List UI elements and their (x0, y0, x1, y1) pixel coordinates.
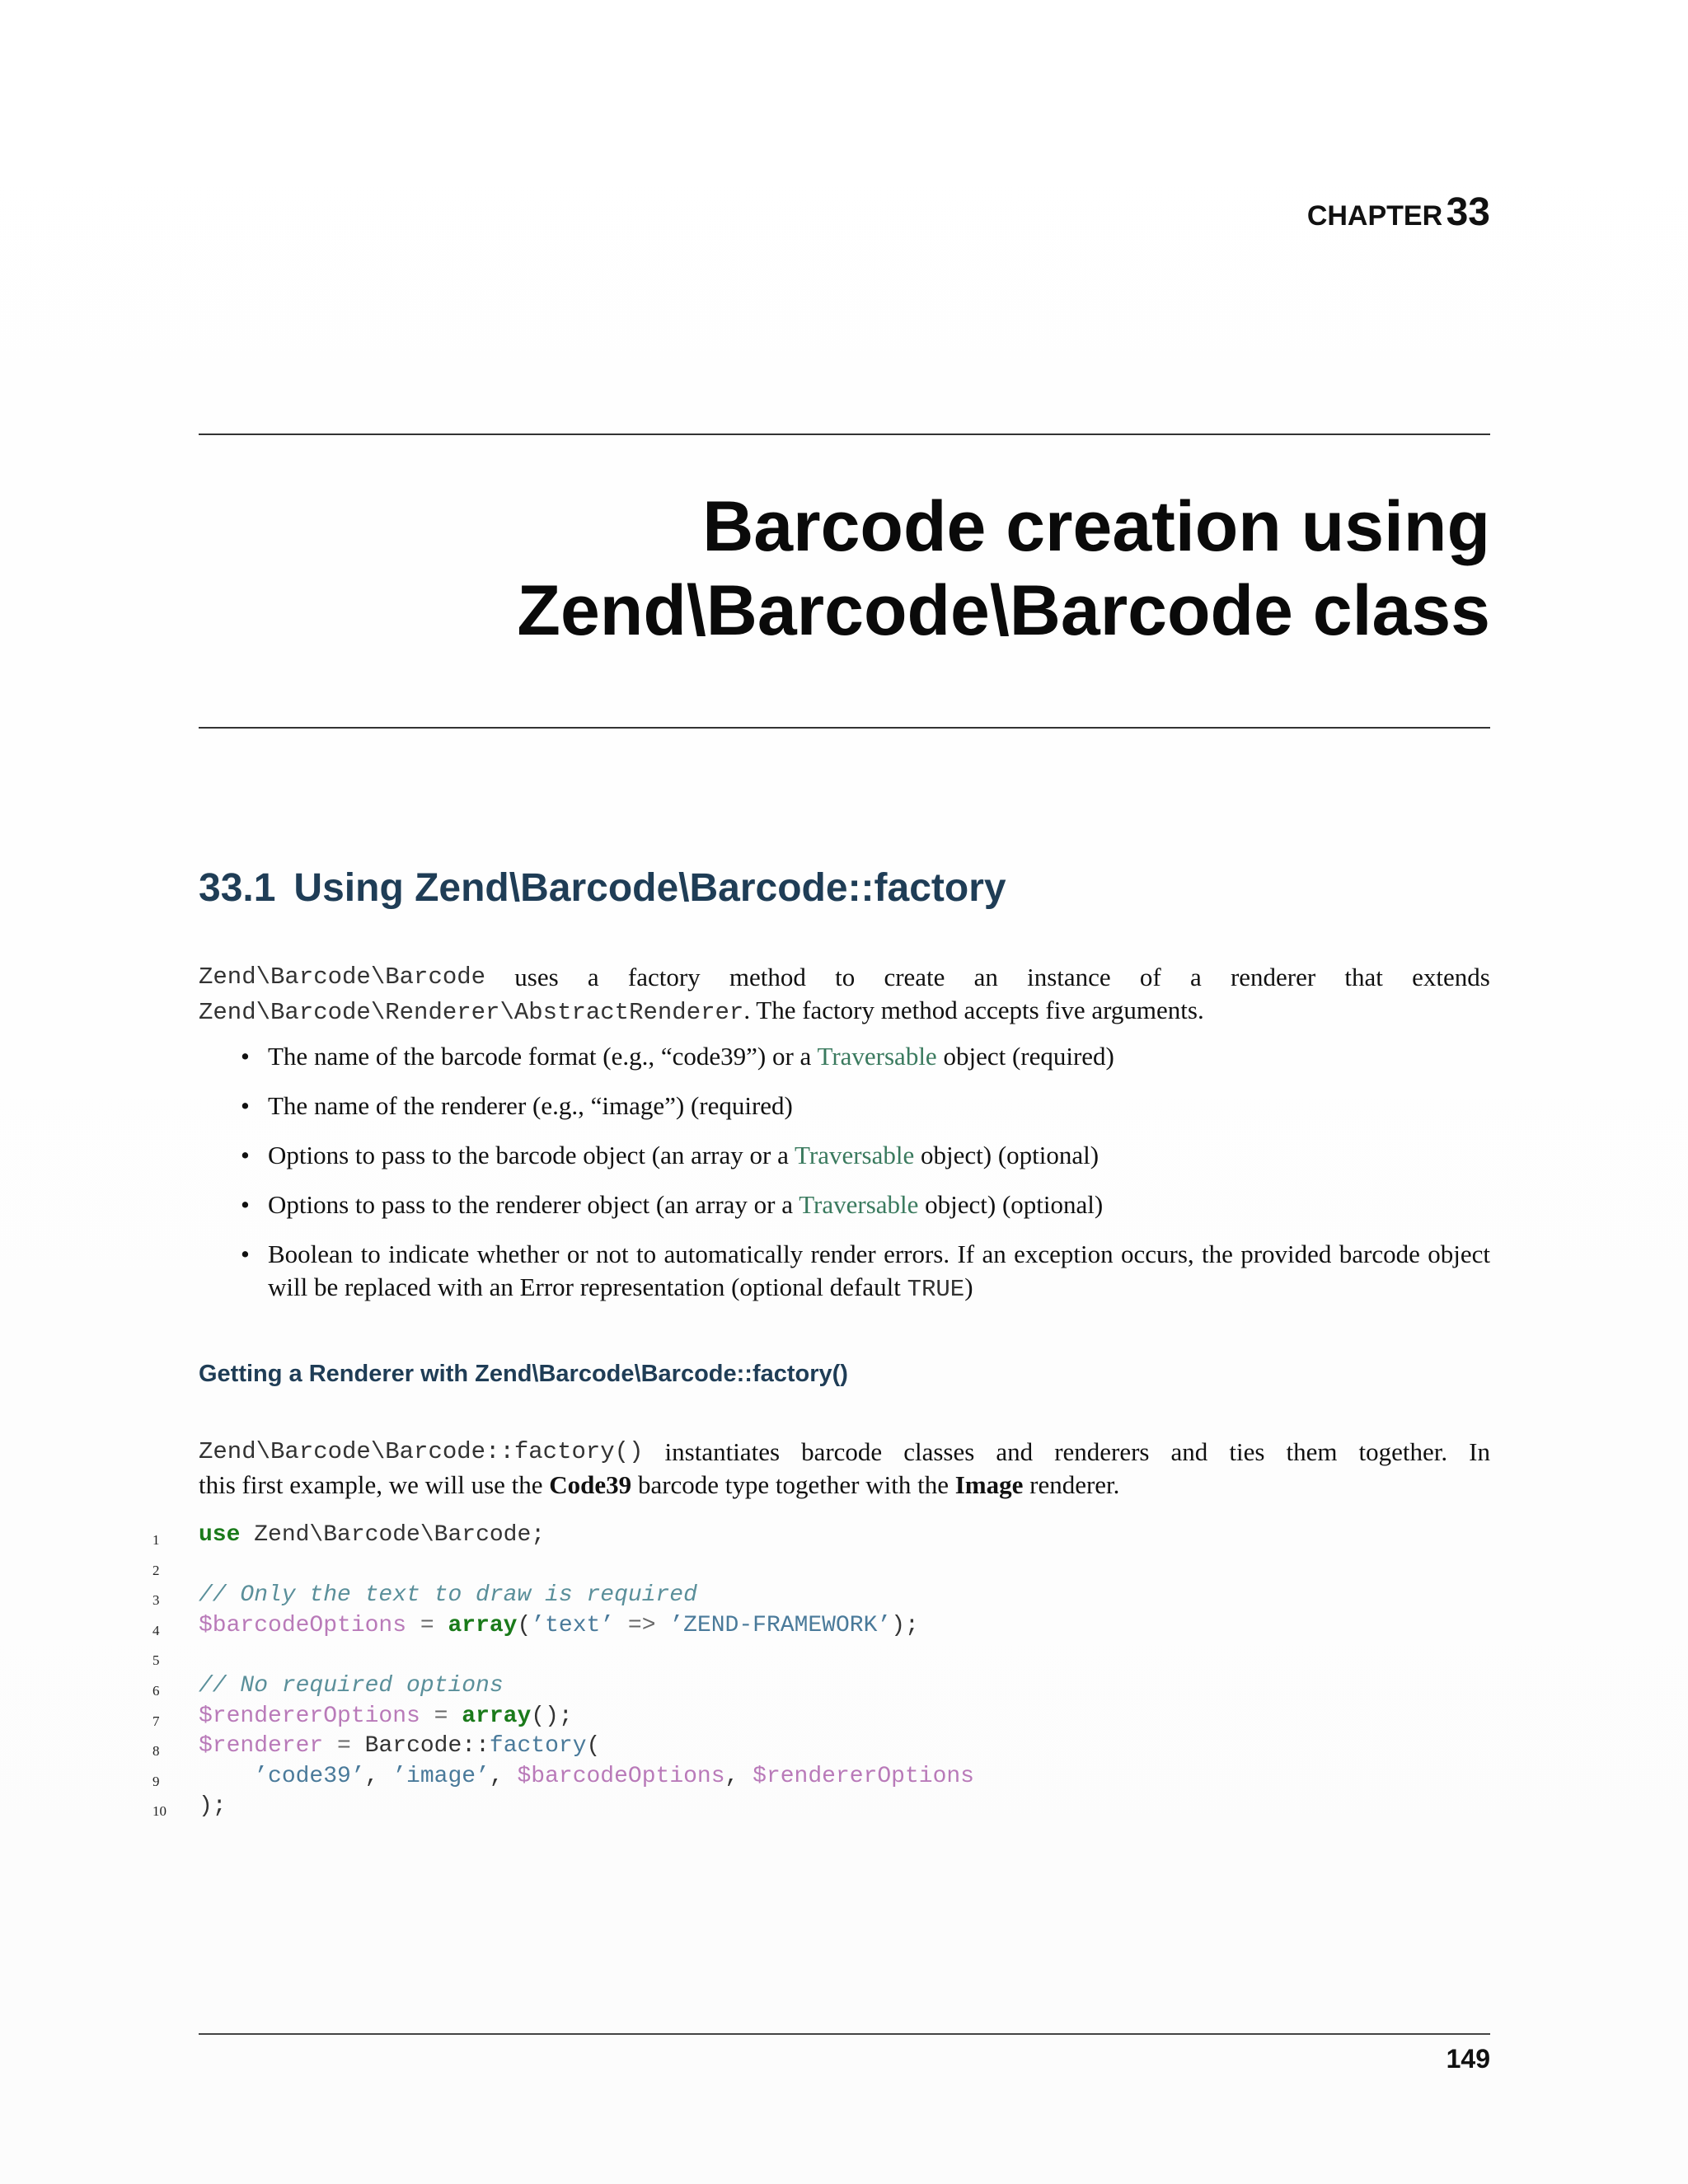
bullet-text: Options to pass to the barcode object (an array or a (268, 1141, 795, 1169)
example-word: ties (1229, 1437, 1265, 1466)
section-title: Using Zend\Barcode\Barcode::factory (293, 866, 1006, 910)
code-token: ( (586, 1733, 601, 1760)
intro-word: an (973, 963, 998, 991)
code-text (199, 1762, 1490, 1793)
code-line (152, 1581, 1490, 1611)
code-line (152, 1641, 1490, 1671)
code-line (152, 1611, 1490, 1642)
intro-word: method (729, 963, 806, 991)
list-item (246, 1188, 1490, 1221)
bullet-text: object) (optional) (918, 1190, 1104, 1219)
code-token: = (323, 1733, 365, 1760)
example-word: classes (903, 1437, 975, 1466)
intro-word: uses (514, 963, 559, 991)
intro-word: a (587, 963, 599, 991)
code-variable: $rendererOptions (199, 1703, 420, 1729)
code-comment: // Only the text to draw is required (199, 1582, 697, 1609)
intro-word: instance (1027, 963, 1111, 991)
example-line-2 (199, 1469, 1490, 1502)
example-word: them (1286, 1437, 1338, 1466)
code-variable: $barcodeOptions (517, 1763, 725, 1789)
example-paragraph (199, 1436, 1490, 1502)
code-text (199, 1702, 1490, 1732)
list-item (246, 1090, 1490, 1122)
line-number: 8 (152, 1743, 160, 1760)
bullet-text: Options to pass to the renderer object (an array or a (268, 1190, 799, 1219)
code-line (152, 1671, 1490, 1702)
code-line (152, 1521, 1490, 1551)
example-text: renderer. (1023, 1470, 1120, 1499)
line-number: 10 (152, 1803, 166, 1820)
traversable-link[interactable]: Traversable (817, 1042, 937, 1071)
intro-word: that (1344, 963, 1383, 991)
section-number: 33.1 (199, 866, 276, 910)
code-variable: $renderer (199, 1733, 324, 1760)
subsection-heading: Getting a Renderer with Zend\Barcode\Barcode::factory() (199, 1361, 848, 1387)
traversable-link[interactable]: Traversable (795, 1141, 915, 1169)
code-token: = (420, 1703, 462, 1729)
code-keyword: array (462, 1703, 532, 1729)
image-bold: Image (954, 1470, 1024, 1499)
code-token: ); (891, 1612, 919, 1638)
code-text (199, 1732, 1490, 1762)
code-line (152, 1762, 1490, 1793)
intro-word: of (1139, 963, 1161, 991)
line-number: 4 (152, 1622, 160, 1638)
bullet-text: object (required) (936, 1042, 1114, 1071)
code-line (152, 1702, 1490, 1732)
line-number: 1 (152, 1532, 160, 1548)
title-bottom-rule (199, 727, 1490, 729)
code-variable: $rendererOptions (753, 1763, 974, 1789)
code-token: ); (199, 1793, 227, 1820)
code-token: Zend\Barcode\Barcode; (240, 1522, 546, 1548)
chapter-word: CHAPTER (1306, 200, 1443, 232)
intro-word: create (884, 963, 945, 991)
example-text: this first example, we will use the (199, 1470, 550, 1499)
factory-code: Zend\Barcode\Barcode::factory() (199, 1438, 644, 1465)
traversable-link[interactable]: Traversable (799, 1190, 919, 1219)
intro-line-1 (199, 961, 1490, 994)
code-token: , (489, 1763, 518, 1789)
example-text: barcode type together with the (631, 1470, 955, 1499)
intro-word: a (1189, 963, 1202, 991)
example-word: barcode (801, 1437, 883, 1466)
argument-list (246, 1040, 1490, 1323)
example-word: and (1170, 1437, 1208, 1466)
chapter-label (1307, 190, 1490, 235)
code-string: ’ZEND-FRAMEWORK’ (669, 1612, 892, 1638)
chapter-title (254, 485, 1490, 653)
chapter-title-line1: Barcode creation using (702, 487, 1490, 566)
line-number: 3 (152, 1592, 160, 1609)
chapter-number: 33 (1446, 190, 1490, 234)
intro-paragraph (199, 961, 1490, 1029)
line-number: 5 (152, 1652, 160, 1669)
code-line (152, 1551, 1490, 1582)
example-line-1 (199, 1436, 1490, 1469)
code-text (199, 1641, 1490, 1671)
code-string: ’code39’ (254, 1763, 365, 1789)
code-token (199, 1764, 254, 1789)
line-number: 9 (152, 1773, 160, 1789)
bullet-text: ) (964, 1272, 973, 1301)
code39-bold: Code39 (549, 1470, 632, 1499)
intro-code-renderer: Zend\Barcode\Renderer\AbstractRenderer (199, 999, 744, 1026)
intro-word: to (835, 963, 856, 991)
intro-word: renderer (1230, 963, 1316, 991)
code-text (199, 1521, 1490, 1551)
example-word: and (996, 1437, 1034, 1466)
code-token: Barcode:: (364, 1733, 490, 1760)
footer-rule (199, 2033, 1490, 2035)
bullet-text: The name of the renderer (e.g., “image”) (required) (268, 1091, 793, 1120)
code-text (199, 1551, 1490, 1582)
code-token: (); (531, 1703, 573, 1729)
intro-line-2 (199, 994, 1490, 1029)
code-token: , (364, 1763, 393, 1789)
bullet-text: Boolean to indicate whether or not to automatically render errors. If an exception occurs, the provided barcode object will be replaced with an Error representation (optional default (268, 1240, 1490, 1301)
code-keyword: array (448, 1612, 518, 1638)
example-word: together. (1358, 1437, 1448, 1466)
code-text (199, 1611, 1490, 1642)
list-item (246, 1238, 1490, 1306)
line-number: 2 (152, 1562, 160, 1578)
title-top-rule (199, 434, 1490, 435)
code-block (152, 1521, 1490, 1822)
example-word: In (1469, 1437, 1490, 1466)
example-word: renderers (1054, 1437, 1150, 1466)
code-token: = (406, 1612, 448, 1638)
code-variable: $barcodeOptions (199, 1612, 407, 1638)
line-number: 7 (152, 1713, 160, 1729)
intro-word: factory (627, 963, 701, 991)
code-line (152, 1732, 1490, 1762)
code-text (199, 1792, 1490, 1822)
code-token: , (724, 1763, 753, 1789)
code-string: ’image’ (392, 1763, 490, 1789)
line-number: 6 (152, 1682, 160, 1699)
code-text (199, 1581, 1490, 1611)
list-item (246, 1139, 1490, 1172)
bullet-text: The name of the barcode format (e.g., “code39”) or a (268, 1042, 818, 1071)
bullet-text: object) (optional) (914, 1141, 1100, 1169)
chapter-title-line2: Zend\Barcode\Barcode class (517, 571, 1490, 650)
page-number: 149 (1446, 2044, 1490, 2074)
code-keyword: use (199, 1522, 241, 1548)
code-token: ( (517, 1612, 532, 1638)
code-string: ’text’ (531, 1612, 615, 1638)
intro-word: extends (1412, 963, 1490, 991)
code-text (199, 1671, 1490, 1702)
code-comment: // No required options (199, 1672, 504, 1699)
code-token: => (614, 1612, 670, 1638)
intro-code-class: Zend\Barcode\Barcode (199, 963, 486, 991)
section-heading (199, 865, 1006, 911)
code-line (152, 1792, 1490, 1822)
code-function: factory (489, 1733, 587, 1760)
true-code: TRUE (907, 1276, 965, 1303)
intro-rest: . The factory method accepts five arguments. (743, 996, 1204, 1024)
list-item (246, 1040, 1490, 1073)
example-word: instantiates (664, 1437, 781, 1466)
